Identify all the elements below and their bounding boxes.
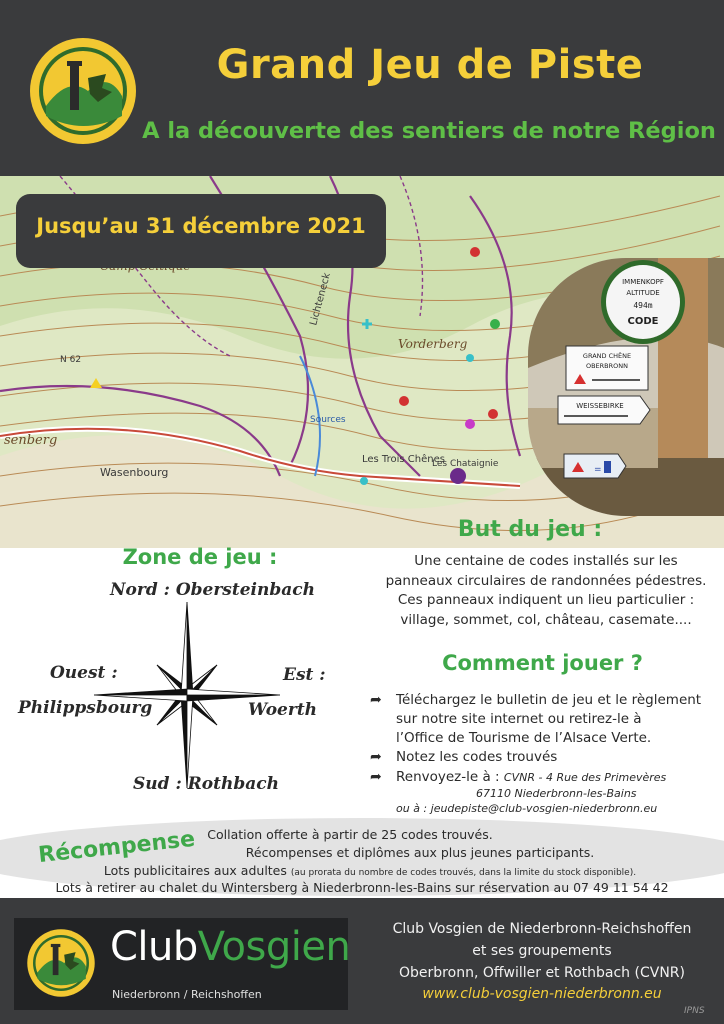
step-download <box>370 691 720 748</box>
contact-email: ou à : jeudepiste@club-vosgien-niederbronn.eu <box>396 802 658 815</box>
how-to-play-title: Comment jouer ? <box>442 651 643 675</box>
compass-west-place: Philippsbourg <box>18 698 153 718</box>
reward-line3-main: Lots publicitaires aux adultes <box>103 863 287 878</box>
footer-org-text <box>366 918 718 984</box>
svg-text:=: = <box>594 465 602 475</box>
disc-line2: ALTITUDE <box>626 289 660 297</box>
signpost-photo <box>528 258 724 516</box>
svg-text:WEISSEBIRKE: WEISSEBIRKE <box>576 402 624 410</box>
compass-east-place: Woerth <box>248 700 318 720</box>
svg-text:Lichteneck: Lichteneck <box>308 271 333 327</box>
step-note-codes-text: Notez les codes trouvés <box>396 749 558 765</box>
disc-line3: 494m <box>633 301 653 310</box>
step-download-line1: Téléchargez le bulletin de jeu et le règlement <box>396 692 702 708</box>
page-title: Grand Jeu de Piste <box>216 42 644 88</box>
step-note-codes <box>370 748 557 767</box>
svg-text:Les Trois Chênes: Les Trois Chênes <box>362 454 445 465</box>
svg-text:N 62: N 62 <box>60 355 82 365</box>
svg-text:Wasenbourg: Wasenbourg <box>100 466 169 479</box>
svg-text:Vorderberg: Vorderberg <box>398 337 468 351</box>
reward-line1: Collation offerte à partir de 25 codes trouvés. <box>207 827 493 842</box>
goal-text <box>370 552 722 630</box>
disc-code: CODE <box>627 316 659 327</box>
club-logo-top <box>28 36 138 146</box>
club-wordmark-part1: Club <box>110 924 198 970</box>
reward-title: Récompense <box>37 826 197 869</box>
compass-north-label: Nord : Obersteinbach <box>110 580 315 600</box>
compass-west-label: Ouest : <box>50 663 118 683</box>
compass-south-label: Sud : Rothbach <box>133 774 279 794</box>
goal-line: village, sommet, col, château, casemate.... <box>400 611 692 628</box>
step-download-line3: l’Office de Tourisme de l’Alsace Verte. <box>396 730 652 746</box>
disc-line1: IMMENKOPF <box>622 278 664 286</box>
goal-title: But du jeu : <box>457 517 603 542</box>
club-logo-bottom <box>26 928 96 998</box>
arrow-right-icon: ➦ <box>370 692 382 708</box>
reward-line3-note: (au prorata du nombre de codes trouvés, dans la limite du stock disponible). <box>290 868 637 878</box>
step-send-text: Renvoyez-le à : <box>396 769 500 785</box>
club-wordmark <box>110 924 350 970</box>
ipns-credit: IPNS <box>684 1006 705 1016</box>
postal-address-line2: 67110 Niederbronn-les-Bains <box>476 787 637 800</box>
svg-text:OBERBRONN: OBERBRONN <box>585 362 629 370</box>
date-label: Jusqu’au 31 décembre 2021 <box>36 214 366 238</box>
step-download-line2: sur notre site internet ou retirez-le à <box>396 711 642 727</box>
reward-line3 <box>50 863 690 878</box>
club-subtitle: Niederbronn / Reichshoffen <box>112 988 262 1001</box>
compass-rose-icon <box>92 600 282 790</box>
svg-text:GRAND CHÊNE: GRAND CHÊNE <box>582 352 632 360</box>
goal-line: Ces panneaux indiquent un lieu particulier : <box>397 592 695 608</box>
zone-title: Zone de jeu : <box>122 545 278 569</box>
svg-text:Sources: Sources <box>310 415 346 425</box>
compass-east-label: Est : <box>283 665 326 685</box>
footer-line3: Oberbronn, Offwiller et Rothbach (CVNR) <box>399 965 685 981</box>
svg-text:senberg: senberg <box>4 433 58 448</box>
website-link[interactable]: www.club-vosgien-niederbronn.eu <box>422 986 662 1002</box>
footer-line1: Club Vosgien de Niederbronn-Reichshoffen <box>392 921 692 937</box>
footer-line2: et ses groupements <box>472 943 612 959</box>
goal-line: panneaux circulaires de randonnées pédestres. <box>385 572 707 589</box>
reward-line4: Lots à retirer au chalet du Wintersberg à Niederbronn-les-Bains sur réservation au 07 49 11 54 42 <box>55 880 669 895</box>
arrow-right-icon: ➦ <box>370 749 382 765</box>
reward-line2: Récompenses et diplômes aux plus jeunes participants. <box>245 845 595 860</box>
club-wordmark-part2: Vosgien <box>197 924 351 970</box>
step-send <box>370 768 666 787</box>
arrow-right-icon: ➦ <box>370 769 382 785</box>
goal-line: Une centaine de codes installés sur les <box>414 553 678 569</box>
svg-text:Les Chataignie: Les Chataignie <box>432 459 499 469</box>
postal-address-line1: CVNR - 4 Rue des Primevères <box>503 771 667 784</box>
page-subtitle: A la découverte des sentiers de notre Région <box>142 118 716 144</box>
